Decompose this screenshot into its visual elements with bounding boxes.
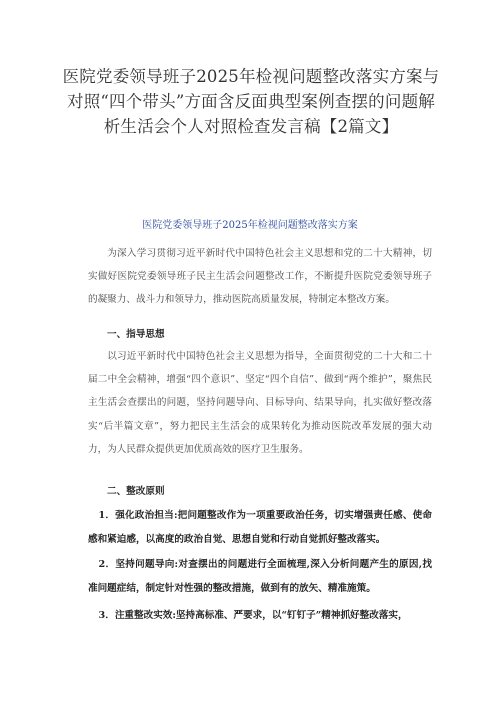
principle-item-3: 3．注重整改实效:坚持高标准、严要求，以“钉钉子”精神抓好整改落实， [98, 610, 408, 621]
title-line-2: 对照“四个带头”方面含反面典型案例查摆的问题解 [67, 92, 435, 111]
document-title [56, 64, 446, 139]
intro-paragraph: 为深入学习贯彻习近平新时代中国特色社会主义思想和党的二十大精神，切实做好医院党委领导班子民主生活会问题整改工作，不断提升医院党委领导班子的凝聚力、战斗力和领导力，推动医院高质量发展，特制定本整改方案。 [88, 248, 432, 306]
section-subtitle: 医院党委领导班子2025年检视问题整改落实方案 [142, 220, 358, 231]
title-line-3: 析生活会个人对照检查发言稿【2篇文】 [103, 117, 399, 136]
section2-heading: 二、整改原则 [107, 486, 165, 497]
principle-item-1: 1．强化政治担当:把问题整改作为一项重要政治任务，切实增强责任感、使命感和紧迫感，以高度的政治自觉、思想自觉和行动自觉抓好整改落实。 [88, 510, 432, 545]
section1-heading: 一、指导思想 [107, 329, 165, 340]
title-line-1: 医院党委领导班子2025年检视问题整改落实方案与 [62, 67, 440, 86]
principle-item-2: 2．坚持问题导向:对查摆出的问题进行全面梳理,深入分析问题产生的原因,找准问题症结，制定针对性强的整改措施，做到有的放矢、精准施策。 [88, 559, 432, 594]
section1-paragraph: 以习近平新时代中国特色社会主义思想为指导，全面贯彻党的二十大和二十届二中全会精神，增强“四个意识”、坚定“四个自信”、做到“两个维护”，聚焦民主生活会查摆出的问题，坚持问题导向、目标导向、结果导向，扎实做好整改落实“后半篇文章”，努力把民主生活会的成果转化为推动医院改革发展的强大动力，为人民群众提供更加优质高效的医疗卫生服务。 [88, 351, 432, 455]
